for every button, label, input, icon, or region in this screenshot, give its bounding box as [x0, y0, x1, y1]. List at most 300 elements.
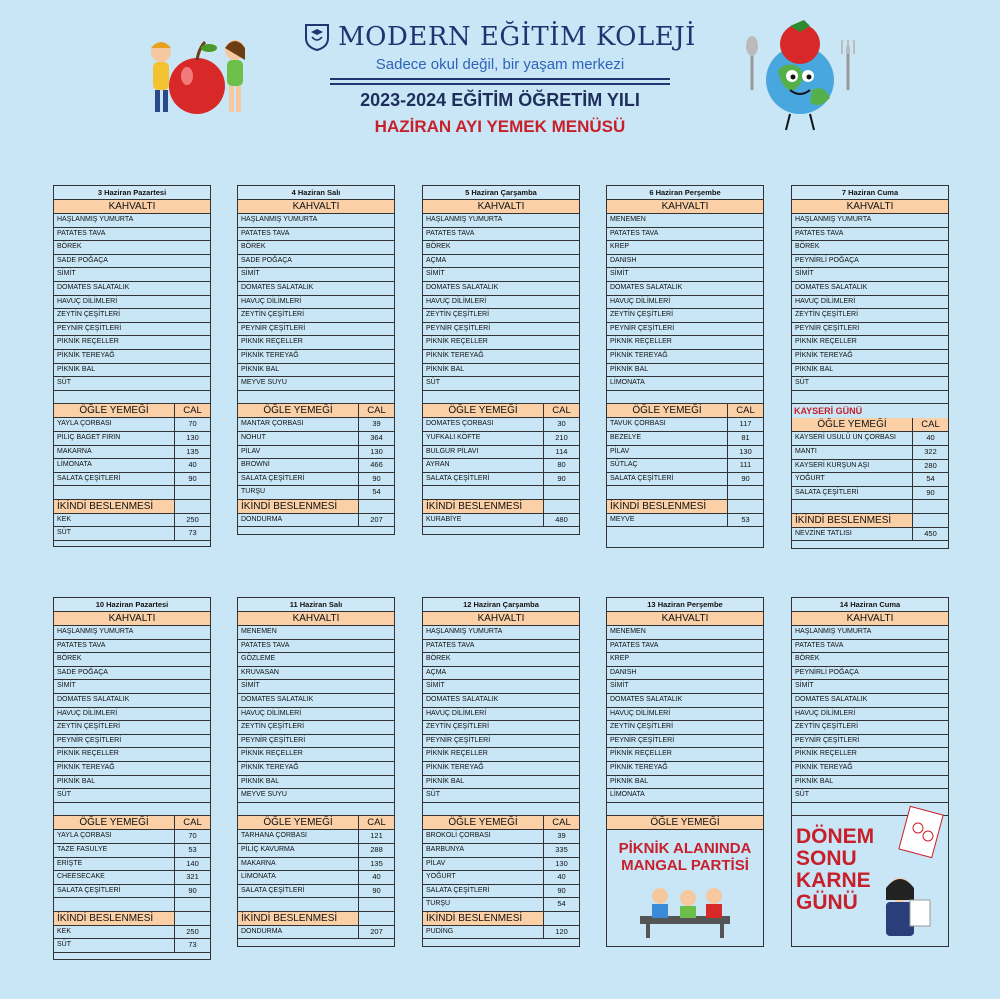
food-name: PİLAV	[426, 859, 446, 867]
lunch-item	[54, 432, 210, 446]
breakfast-header: KAHVALTI	[238, 200, 394, 214]
food-name: KEK	[57, 515, 72, 523]
breakfast-item: PATATES TAVA	[792, 228, 948, 242]
breakfast-item: DOMATES SALATALIK	[792, 694, 948, 708]
calorie-header: CAL	[912, 418, 948, 431]
snack-item	[54, 939, 210, 953]
food-name: ERİŞTE	[57, 859, 83, 867]
breakfast-item: ZEYTİN ÇEŞİTLERİ	[607, 309, 763, 323]
food-calories: 73	[174, 939, 210, 952]
day-menu-card	[791, 185, 949, 549]
breakfast-item: DOMATES SALATALIK	[54, 282, 210, 296]
lunch-item	[54, 830, 210, 844]
breakfast-item: PİKNİK TEREYAĞ	[792, 350, 948, 364]
lunch-item	[792, 446, 948, 460]
breakfast-item: PATATES TAVA	[54, 228, 210, 242]
breakfast-item: PİKNİK REÇELLER	[54, 336, 210, 350]
breakfast-item: SİMİT	[238, 268, 394, 282]
breakfast-item: PATATES TAVA	[792, 640, 948, 654]
snack-cal-spacer	[727, 500, 763, 513]
breakfast-item: HAVUÇ DİLİMLERİ	[423, 708, 579, 722]
food-name: BEZELYE	[610, 433, 641, 441]
snack-header	[54, 500, 210, 514]
breakfast-item: PİKNİK BAL	[238, 364, 394, 378]
food-name: BARBUNYA	[426, 845, 464, 853]
breakfast-header: KAHVALTI	[423, 200, 579, 214]
food-name: SALATA ÇEŞİTLERİ	[241, 474, 305, 482]
breakfast-item: ZEYTİN ÇEŞİTLERİ	[238, 309, 394, 323]
breakfast-item: KREP	[607, 653, 763, 667]
breakfast-item: PİKNİK TEREYAĞ	[238, 762, 394, 776]
day-date: 6 Haziran Perşembe	[607, 186, 763, 200]
food-calories: 90	[912, 487, 948, 500]
breakfast-item: SADE POĞAÇA	[54, 255, 210, 269]
lunch-item	[607, 473, 763, 487]
food-calories: 364	[358, 432, 394, 445]
snack-item	[607, 514, 763, 528]
food-calories: 250	[174, 926, 210, 939]
breakfast-item: PATATES TAVA	[607, 228, 763, 242]
lunch-item	[54, 446, 210, 460]
snack-header	[54, 912, 210, 926]
food-calories: 207	[358, 514, 394, 527]
snack-item	[54, 926, 210, 940]
food-calories: 250	[174, 514, 210, 527]
breakfast-item: HAVUÇ DİLİMLERİ	[238, 296, 394, 310]
food-name: DONDURMA	[241, 515, 283, 523]
food-calories: 121	[358, 830, 394, 843]
lunch-item	[423, 459, 579, 473]
food-calories: 40	[543, 871, 579, 884]
breakfast-item: DOMATES SALATALIK	[607, 282, 763, 296]
breakfast-item: BÖREK	[423, 241, 579, 255]
food-calories: 120	[543, 926, 579, 939]
food-name: CHEESECAKE	[57, 873, 105, 881]
school-crest-icon	[304, 23, 330, 51]
breakfast-item: HAŞLANMIŞ YUMURTA	[423, 214, 579, 228]
food-calories: 130	[174, 432, 210, 445]
breakfast-item: PATATES TAVA	[238, 228, 394, 242]
snack-header-label: İKİNDİ BESLENMESİ	[426, 500, 523, 512]
breakfast-item: HAVUÇ DİLİMLERİ	[238, 708, 394, 722]
breakfast-item: GÖZLEME	[238, 653, 394, 667]
snack-item	[54, 514, 210, 528]
lunch-header	[54, 404, 210, 418]
breakfast-item: DOMATES SALATALIK	[607, 694, 763, 708]
food-name: SALATA ÇEŞİTLERİ	[57, 474, 121, 482]
food-calories: 70	[174, 418, 210, 431]
snack-cal-spacer	[912, 514, 948, 527]
breakfast-item: PİKNİK REÇELLER	[54, 748, 210, 762]
lunch-header-label: ÖĞLE YEMEĞİ	[79, 817, 149, 829]
food-name: PİLİÇ KAVURMA	[241, 845, 295, 853]
breakfast-item: PİKNİK REÇELLER	[792, 748, 948, 762]
breakfast-item: LİMONATA	[607, 377, 763, 391]
food-calories: 480	[543, 514, 579, 527]
food-name: SALATA ÇEŞİTLERİ	[241, 886, 305, 894]
breakfast-item: PATATES TAVA	[423, 228, 579, 242]
food-name: SÜTLAÇ	[610, 461, 638, 469]
lunch-item	[607, 432, 763, 446]
food-name: PUDİNG	[426, 927, 454, 935]
lunch-item	[792, 500, 948, 514]
lunch-item	[423, 871, 579, 885]
breakfast-header: KAHVALTI	[238, 612, 394, 626]
breakfast-item: SADE POĞAÇA	[54, 667, 210, 681]
food-calories: 90	[543, 473, 579, 486]
snack-header-label: İKİNDİ BESLENMESİ	[241, 912, 338, 924]
breakfast-item: PİKNİK BAL	[792, 776, 948, 790]
food-calories: 335	[543, 844, 579, 857]
lunch-item	[238, 432, 394, 446]
breakfast-item: SİMİT	[238, 680, 394, 694]
breakfast-item: ZEYTİN ÇEŞİTLERİ	[54, 721, 210, 735]
breakfast-header: KAHVALTI	[792, 200, 948, 214]
breakfast-item: SÜT	[54, 789, 210, 803]
breakfast-item: PATATES TAVA	[238, 640, 394, 654]
breakfast-item: ZEYTİN ÇEŞİTLERİ	[792, 309, 948, 323]
food-name	[54, 486, 174, 499]
breakfast-item: PİKNİK REÇELLER	[238, 748, 394, 762]
food-name: YAYLA ÇORBASI	[57, 420, 112, 428]
lunch-header	[792, 418, 948, 432]
day-date: 10 Haziran Pazartesi	[54, 598, 210, 612]
food-calories: 140	[174, 858, 210, 871]
snack-header-label: İKİNDİ BESLENMESİ	[795, 514, 892, 526]
food-name: SALATA ÇEŞİTLERİ	[426, 474, 490, 482]
food-calories: 53	[727, 514, 763, 527]
breakfast-item: ZEYTİN ÇEŞİTLERİ	[607, 721, 763, 735]
food-name	[423, 486, 543, 499]
lunch-item	[238, 459, 394, 473]
lunch-item	[607, 486, 763, 500]
blank-row	[607, 803, 763, 817]
breakfast-item: HAŞLANMIŞ YUMURTA	[238, 214, 394, 228]
day-date: 3 Haziran Pazartesi	[54, 186, 210, 200]
special-day-note: KAYSERİ GÜNÜ	[794, 406, 863, 417]
breakfast-item: HAŞLANMIŞ YUMURTA	[792, 626, 948, 640]
food-name: TARHANA ÇORBASI	[241, 832, 307, 840]
food-calories: 466	[358, 459, 394, 472]
breakfast-item: SİMİT	[607, 680, 763, 694]
food-calories: 40	[358, 871, 394, 884]
lunch-item	[54, 486, 210, 500]
breakfast-item: PİKNİK BAL	[54, 776, 210, 790]
bbq-party-illustration	[610, 878, 760, 938]
food-calories: 90	[358, 473, 394, 486]
breakfast-header: KAHVALTI	[54, 200, 210, 214]
day-menu-card	[791, 597, 949, 947]
snack-header	[607, 500, 763, 514]
lunch-header	[423, 816, 579, 830]
food-calories	[727, 486, 763, 499]
lunch-header	[238, 816, 394, 830]
breakfast-item: PİKNİK REÇELLER	[423, 336, 579, 350]
lunch-header-label: ÖĞLE YEMEĞİ	[263, 405, 333, 417]
food-name: TURŞU	[426, 900, 451, 908]
food-name: BROKOLİ ÇORBASI	[426, 832, 491, 840]
food-calories: 73	[174, 527, 210, 540]
blank-row	[238, 803, 394, 817]
breakfast-item: PEYNİR ÇEŞİTLERİ	[607, 735, 763, 749]
breakfast-item: DOMATES SALATALIK	[54, 694, 210, 708]
breakfast-item: DANISH	[607, 667, 763, 681]
food-name: TAVUK ÇORBASI	[610, 420, 666, 428]
picnic-event: PİKNİK ALANINDA MANGAL PARTİSİ	[618, 840, 752, 875]
lunch-header	[423, 404, 579, 418]
lunch-item	[238, 885, 394, 899]
food-name: DOMATES ÇORBASI	[426, 420, 494, 428]
food-name: TURŞU	[241, 488, 266, 496]
lunch-item	[238, 871, 394, 885]
breakfast-item: PEYNİRLİ POĞAÇA	[792, 255, 948, 269]
breakfast-item: DOMATES SALATALIK	[238, 694, 394, 708]
lunch-item	[54, 858, 210, 872]
lunch-item	[238, 486, 394, 500]
day-menu-card	[606, 597, 764, 947]
breakfast-item: AÇMA	[423, 667, 579, 681]
breakfast-item: DOMATES SALATALIK	[423, 694, 579, 708]
snack-header	[238, 500, 394, 514]
lunch-item	[238, 473, 394, 487]
year-title: 2023-2024 EĞİTİM ÖĞRETİM YILI	[360, 90, 640, 110]
day-menu-card	[53, 185, 211, 547]
lunch-item	[607, 418, 763, 432]
food-name	[238, 898, 358, 911]
lunch-item	[423, 898, 579, 912]
lunch-item	[238, 858, 394, 872]
food-calories: 450	[912, 528, 948, 541]
food-calories: 39	[543, 830, 579, 843]
lunch-header-label: ÖĞLE YEMEĞİ	[448, 405, 518, 417]
day-date: 4 Haziran Salı	[238, 186, 394, 200]
food-name: PİLİÇ BAGET FIRIN	[57, 433, 121, 441]
breakfast-item: PİKNİK REÇELLER	[607, 748, 763, 762]
breakfast-item: PEYNİR ÇEŞİTLERİ	[54, 323, 210, 337]
food-calories: 135	[358, 858, 394, 871]
food-name: MAKARNA	[57, 447, 92, 455]
breakfast-item: BÖREK	[54, 653, 210, 667]
breakfast-item: HAŞLANMIŞ YUMURTA	[792, 214, 948, 228]
snack-item	[238, 514, 394, 528]
food-calories	[174, 898, 210, 911]
breakfast-item: HAVUÇ DİLİMLERİ	[54, 708, 210, 722]
breakfast-item: PİKNİK BAL	[238, 776, 394, 790]
breakfast-item: PİKNİK REÇELLER	[238, 336, 394, 350]
food-calories: 54	[358, 486, 394, 499]
lunch-item	[423, 858, 579, 872]
food-name: MANTAR ÇORBASI	[241, 420, 304, 428]
food-calories: 80	[543, 459, 579, 472]
food-calories	[912, 500, 948, 513]
food-calories: 111	[727, 459, 763, 472]
food-name: YAYLA ÇORBASI	[57, 832, 112, 840]
breakfast-item: PİKNİK BAL	[607, 776, 763, 790]
lunch-item	[423, 885, 579, 899]
breakfast-item: PİKNİK BAL	[54, 364, 210, 378]
day-menu-card	[606, 185, 764, 548]
food-calories: 90	[174, 885, 210, 898]
snack-header	[238, 912, 394, 926]
snack-cal-spacer	[174, 500, 210, 513]
snack-item	[423, 514, 579, 528]
lunch-header	[607, 404, 763, 418]
snack-header-label: İKİNDİ BESLENMESİ	[57, 912, 154, 924]
food-name: BROWNİ	[241, 461, 270, 469]
day-menu-card	[422, 597, 580, 947]
kids-apple-illustration	[145, 30, 250, 130]
breakfast-item: AÇMA	[423, 255, 579, 269]
day-date: 12 Haziran Çarşamba	[423, 598, 579, 612]
lunch-item	[423, 830, 579, 844]
food-calories: 53	[174, 844, 210, 857]
food-name: YOĞURT	[426, 873, 456, 881]
day-menu-card	[237, 597, 395, 947]
breakfast-item: PİKNİK TEREYAĞ	[54, 762, 210, 776]
breakfast-item: KRUVASAN	[238, 667, 394, 681]
lunch-header-label: ÖĞLE YEMEĞİ	[817, 419, 887, 431]
calorie-header: CAL	[174, 404, 210, 417]
breakfast-item: SÜT	[423, 377, 579, 391]
breakfast-item: PEYNİR ÇEŞİTLERİ	[238, 323, 394, 337]
breakfast-item: SİMİT	[54, 268, 210, 282]
breakfast-item: SİMİT	[792, 680, 948, 694]
food-name	[792, 500, 912, 513]
food-calories: 210	[543, 432, 579, 445]
breakfast-item: SÜT	[792, 789, 948, 803]
breakfast-item: PİKNİK TEREYAĞ	[607, 762, 763, 776]
lunch-item	[54, 898, 210, 912]
food-name: AYRAN	[426, 461, 450, 469]
snack-item	[423, 926, 579, 940]
breakfast-item: PİKNİK BAL	[607, 364, 763, 378]
food-calories: 90	[358, 885, 394, 898]
food-name: YUFKALI KÖFTE	[426, 433, 481, 441]
day-menu-card	[422, 185, 580, 535]
lunch-item	[607, 459, 763, 473]
breakfast-item: PEYNİR ÇEŞİTLERİ	[423, 735, 579, 749]
snack-item	[792, 528, 948, 542]
food-calories: 288	[358, 844, 394, 857]
breakfast-item: SİMİT	[423, 268, 579, 282]
globe-mascot-illustration	[738, 10, 860, 132]
blank-row	[423, 803, 579, 817]
breakfast-item: PİKNİK TEREYAĞ	[607, 350, 763, 364]
food-name: BULGUR PİLAVI	[426, 447, 479, 455]
food-name: KAYSERİ KURŞUN AŞI	[795, 461, 870, 469]
breakfast-item: ZEYTİN ÇEŞİTLERİ	[423, 309, 579, 323]
lunch-item	[54, 459, 210, 473]
food-calories: 40	[174, 459, 210, 472]
divider	[330, 83, 670, 85]
food-name: NOHUT	[241, 433, 266, 441]
lunch-item	[238, 898, 394, 912]
blank-row	[238, 391, 394, 405]
breakfast-item: SİMİT	[607, 268, 763, 282]
food-calories: 207	[358, 926, 394, 939]
day-date: 11 Haziran Salı	[238, 598, 394, 612]
food-name: KAYSERİ USULÜ UN ÇORBASI	[795, 434, 897, 442]
report-card-day: DÖNEM SONU KARNE GÜNÜ	[796, 825, 875, 915]
calorie-header: CAL	[358, 404, 394, 417]
snack-item	[238, 926, 394, 940]
food-calories	[174, 486, 210, 499]
food-name: PİLAV	[241, 447, 261, 455]
food-calories	[543, 486, 579, 499]
breakfast-item: DOMATES SALATALIK	[423, 282, 579, 296]
lunch-item	[238, 446, 394, 460]
breakfast-item: DANISH	[607, 255, 763, 269]
food-calories: 54	[543, 898, 579, 911]
student-report-card-illustration	[866, 804, 946, 944]
lunch-item	[54, 871, 210, 885]
food-name: DONDURMA	[241, 927, 283, 935]
breakfast-item: PEYNİR ÇEŞİTLERİ	[607, 323, 763, 337]
food-calories: 90	[174, 473, 210, 486]
food-name: SALATA ÇEŞİTLERİ	[610, 474, 674, 482]
breakfast-item: PEYNİR ÇEŞİTLERİ	[792, 735, 948, 749]
breakfast-item: SÜT	[792, 377, 948, 391]
day-date: 5 Haziran Çarşamba	[423, 186, 579, 200]
breakfast-item: ZEYTİN ÇEŞİTLERİ	[238, 721, 394, 735]
breakfast-header: KAHVALTI	[792, 612, 948, 626]
breakfast-item: BÖREK	[423, 653, 579, 667]
food-name: MANTI	[795, 447, 817, 455]
snack-header-label: İKİNDİ BESLENMESİ	[610, 500, 707, 512]
calorie-header: CAL	[174, 816, 210, 829]
lunch-item	[423, 418, 579, 432]
breakfast-header: KAHVALTI	[607, 612, 763, 626]
food-name: MAKARNA	[241, 859, 276, 867]
lunch-item	[238, 418, 394, 432]
breakfast-item: PİKNİK REÇELLER	[792, 336, 948, 350]
food-calories: 114	[543, 446, 579, 459]
food-name: TAZE FASULYE	[57, 845, 108, 853]
breakfast-item: BÖREK	[792, 653, 948, 667]
calorie-header: CAL	[543, 404, 579, 417]
snack-header-label: İKİNDİ BESLENMESİ	[241, 500, 338, 512]
lunch-item	[607, 446, 763, 460]
food-calories: 280	[912, 460, 948, 473]
food-name	[607, 486, 727, 499]
breakfast-item: ZEYTİN ÇEŞİTLERİ	[792, 721, 948, 735]
food-name: SÜT	[57, 941, 71, 949]
breakfast-item: HAVUÇ DİLİMLERİ	[423, 296, 579, 310]
breakfast-item: BÖREK	[238, 241, 394, 255]
food-name: SALATA ÇEŞİTLERİ	[57, 886, 121, 894]
breakfast-item: PEYNİR ÇEŞİTLERİ	[792, 323, 948, 337]
breakfast-item: MEYVE SUYU	[238, 377, 394, 391]
breakfast-item: PİKNİK BAL	[423, 776, 579, 790]
breakfast-item: PEYNİRLİ POĞAÇA	[792, 667, 948, 681]
lunch-header	[54, 816, 210, 830]
food-calories: 81	[727, 432, 763, 445]
food-calories: 40	[912, 432, 948, 445]
calorie-header: CAL	[727, 404, 763, 417]
breakfast-item: SİMİT	[54, 680, 210, 694]
lunch-item	[54, 418, 210, 432]
food-name: SÜT	[57, 529, 71, 537]
breakfast-item: HAVUÇ DİLİMLERİ	[792, 708, 948, 722]
breakfast-item: PİKNİK TEREYAĞ	[792, 762, 948, 776]
lunch-item	[423, 486, 579, 500]
food-calories: 130	[358, 446, 394, 459]
snack-header	[423, 500, 579, 514]
lunch-item	[792, 473, 948, 487]
blank-row	[54, 391, 210, 405]
blank-row	[423, 391, 579, 405]
food-calories: 130	[727, 446, 763, 459]
